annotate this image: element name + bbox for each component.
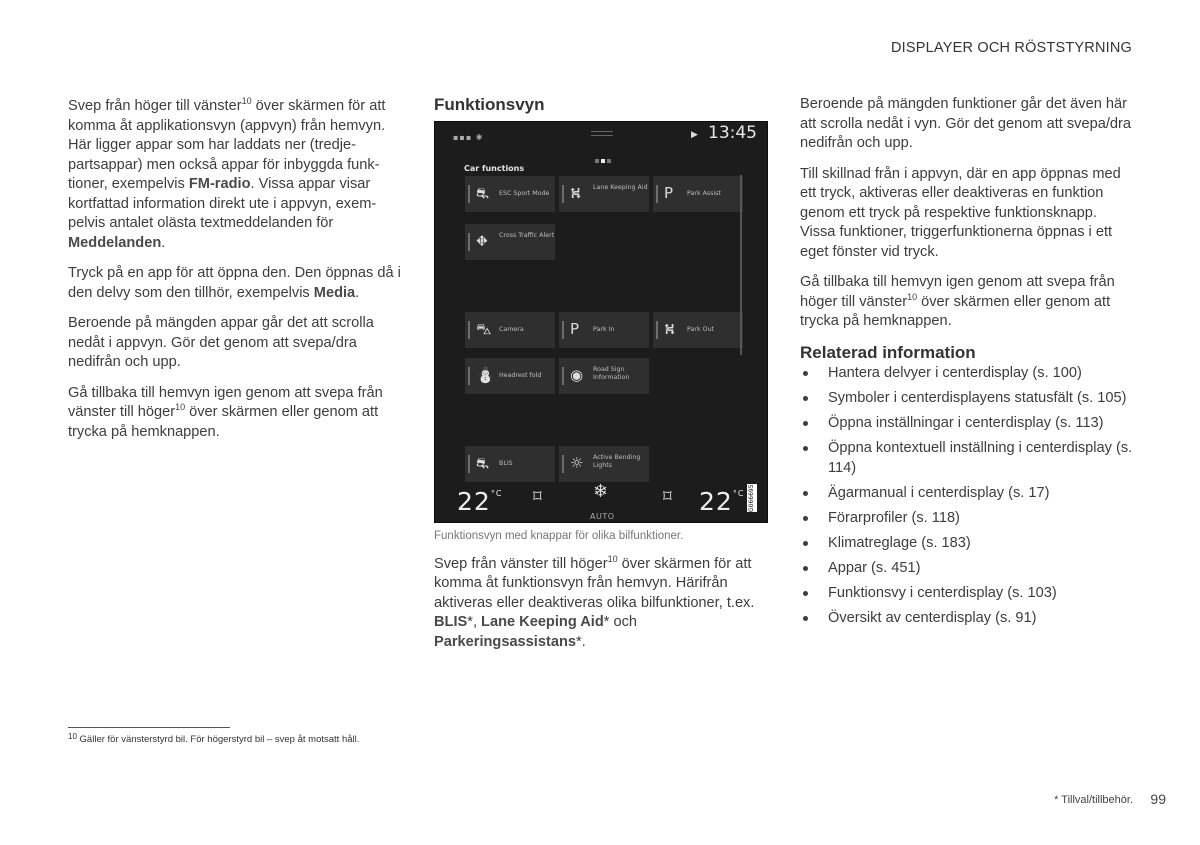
paragraph-function-view — [434, 555, 769, 653]
text: . — [581, 633, 586, 650]
text: , — [472, 614, 482, 630]
indicator-bar — [468, 455, 470, 473]
related-link[interactable]: Översikt av centerdisplay (s. 91) — [800, 609, 1135, 629]
text: Gå tillbaka till hemvyn igen genom att svepa från höger till vänster — [800, 274, 1115, 310]
park-in-icon: P — [570, 319, 580, 338]
paragraph-scroll-functions: Beroende på mängden funktioner går det även här att scrolla nedåt i vyn. Gör det genom att svepa/dra nedifrån och upp. — [800, 96, 1131, 151]
function-button-park-out — [651, 312, 743, 348]
temp-value: 22 — [699, 486, 733, 516]
related-heading: Relaterad information — [800, 342, 976, 362]
related-link[interactable]: Symboler i centerdisplayens statusfält (s. 105) — [800, 389, 1135, 409]
page-dot — [607, 159, 611, 163]
paragraph-scroll: Beroende på mängden appar går det att scrolla nedåt i appvyn. Gör det genom att svepa/dra nedifrån och upp. — [68, 315, 374, 370]
page-dot — [595, 159, 599, 163]
screen-title: Car functions — [464, 163, 525, 173]
button-label: BLIS — [499, 459, 513, 467]
option-star: * — [603, 614, 610, 630]
text: Svep från vänster till höger — [434, 555, 608, 572]
button-label: Park In — [593, 325, 615, 333]
text: över skärmen eller genom att trycka på hemknappen. — [800, 293, 1111, 329]
text: och — [609, 614, 638, 630]
related-link[interactable]: Förarprofiler (s. 118) — [800, 509, 1135, 529]
function-button-camera — [463, 312, 555, 348]
fm-radio-term: FM-radio — [188, 176, 251, 192]
footnote — [68, 734, 359, 745]
text: över skärmen för att komma åt applikationsvyn (appvyn) från hemvyn. Här ligger appar som har laddats ner (tredje-partsappar) men också appar för inbyggda funk-tioner, exempelvis — [68, 98, 386, 192]
indicator-bar — [562, 367, 564, 385]
button-label: Camera — [499, 325, 524, 333]
function-button-headrest-fold — [463, 358, 555, 394]
seat-heat-right-icon: ⌑ — [663, 486, 672, 507]
related-link[interactable]: Ägarmanual i centerdisplay (s. 17) — [800, 484, 1135, 504]
footnote-ref: 10 — [241, 96, 252, 106]
temp-value: 22 — [457, 486, 491, 516]
related-link[interactable]: Funktionsvy i centerdisplay (s. 103) — [800, 584, 1135, 604]
page-number: 99 — [1150, 791, 1166, 807]
text: över skärmen eller genom att trycka på hemknappen. — [68, 404, 379, 440]
button-label: Road Sign Information — [593, 365, 630, 381]
indicator-bar — [468, 367, 470, 385]
park-out-icon: ⛕ — [664, 319, 676, 338]
camera-icon: ⛍ — [476, 319, 492, 338]
indicator-bar — [562, 321, 564, 339]
indicator-bar — [656, 321, 658, 339]
footnote-divider — [68, 727, 230, 728]
temp-left — [457, 484, 503, 516]
indicator-bar — [562, 185, 564, 203]
parkeringsassistans-term: Parkeringsassistans — [434, 633, 576, 650]
auto-label: AUTO — [590, 511, 615, 521]
image-code: G066695 — [748, 483, 755, 512]
figure-caption: Funktionsvyn med knappar för olika bilfunktioner. — [434, 529, 684, 542]
play-icon: ▶ — [691, 129, 698, 140]
esc-off-icon: ⛐ — [476, 183, 489, 202]
temp-unit: °C — [732, 488, 745, 498]
page-indicator — [595, 149, 613, 169]
button-label: Active Bending Lights — [593, 453, 641, 469]
related-link[interactable]: Klimatreglage (s. 183) — [800, 534, 1135, 554]
button-label: Park Assist — [687, 189, 721, 197]
footnote-number: 10 — [68, 732, 77, 741]
lane-keeping-icon: ⛕ — [570, 183, 582, 202]
blis-term: BLIS — [434, 614, 468, 630]
section-heading: Funktionsvyn — [434, 95, 545, 114]
footnote-ref: 10 — [175, 402, 186, 412]
footnote-ref: 10 — [607, 553, 618, 564]
footnote-text: Gäller för vänsterstyrd bil. För högerstyrd bil – svep åt motsatt håll. — [79, 734, 360, 745]
headrest-fold-icon: ⛄ — [476, 365, 495, 384]
paragraph-back-home — [800, 273, 1135, 332]
related-link[interactable]: Öppna kontextuell inställning i centerdisplay (s. 114) — [800, 439, 1135, 478]
related-link[interactable]: Öppna inställningar i centerdisplay (s. 113) — [800, 414, 1135, 434]
button-label: Cross Traffic Alert — [499, 231, 555, 239]
related-link[interactable]: Hantera delvyer i centerdisplay (s. 100) — [800, 364, 1135, 384]
paragraph-back-home — [68, 384, 403, 443]
park-assist-icon: P — [664, 183, 674, 202]
blis-icon: ⛐ — [476, 453, 489, 472]
text: Tryck på en app för att öppna den. Den öppnas då i den delvy som den tillhör, exempelvis — [68, 265, 401, 301]
related-list — [800, 364, 1135, 628]
seat-heat-left-icon: ⌑ — [533, 486, 542, 507]
option-star: * — [467, 614, 473, 630]
footnote-ref: 10 — [907, 291, 918, 302]
indicator-bar — [562, 455, 564, 473]
temp-unit: °C — [490, 488, 503, 498]
signal-bluetooth-icons: ▪▪▪ ✱ — [453, 132, 484, 142]
text: . — [355, 284, 360, 301]
button-label: Lane Keeping Aid — [593, 183, 648, 191]
cross-traffic-icon: ⛖ — [476, 231, 489, 250]
function-button-cross-traffic — [463, 224, 555, 260]
indicator-bar — [468, 233, 470, 251]
road-sign-icon: ◉ — [570, 365, 584, 384]
option-note: * Tillval/tillbehör. — [1054, 794, 1133, 806]
scrollbar — [740, 175, 742, 355]
button-label: Headrest fold — [499, 371, 542, 379]
text: Svep från höger till vänster — [68, 98, 242, 114]
right-column — [800, 95, 1135, 634]
function-button-esc — [463, 176, 555, 212]
paragraph-app-view — [68, 97, 403, 253]
paragraph-open-app — [68, 264, 403, 303]
lane-keeping-term: Lane Keeping Aid — [481, 614, 604, 630]
text: . Vissa appar visar kortfattad information direkt ute i appvyn, exem-pelvis antalet olästa textmeddelanden för — [68, 176, 377, 231]
pull-down-handle — [591, 131, 613, 136]
middle-column — [434, 95, 769, 663]
function-button-park-in — [557, 312, 649, 348]
text: Gå tillbaka till hemvyn igen genom att svepa från vänster till höger — [68, 384, 383, 420]
button-label: Park Out — [687, 325, 715, 333]
text: . — [161, 234, 166, 251]
meddelanden-term: Meddelanden — [68, 234, 162, 251]
indicator-bar — [468, 185, 470, 203]
clock: 13:45 — [708, 122, 757, 143]
option-star: * — [575, 633, 582, 650]
paragraph-tap-function: Till skillnad från i appvyn, där en app öppnas med ett tryck, aktiveras eller deaktiveras en funktion genom ett tryck på respektive funktionsknapp. Vissa funktioner, triggerfunktionerna öppnas i ett eget fönster vid tryck. — [800, 165, 1121, 260]
function-button-road-sign — [557, 358, 649, 394]
indicator-bar — [656, 185, 658, 203]
center-display-screenshot — [434, 121, 768, 523]
function-button-park-assist — [651, 176, 743, 212]
fan-icon: ❄ — [593, 480, 609, 502]
media-term: Media — [313, 284, 356, 301]
temp-right — [699, 484, 745, 516]
text: över skärmen för att komma åt funktionsvyn från hemvyn. Härifrån aktiveras eller deaktiveras olika bilfunktioner, t.ex. — [434, 555, 755, 611]
function-button-lane-keeping — [557, 176, 649, 212]
related-link[interactable]: Appar (s. 451) — [800, 559, 1135, 579]
page-dot-active — [601, 159, 605, 163]
climate-bar — [435, 476, 767, 520]
running-header: DISPLAYER OCH RÖSTSTYRNING — [891, 40, 1132, 56]
button-label: ESC Sport Mode — [499, 189, 550, 197]
active-bending-lights-icon: ☼ — [570, 453, 584, 472]
indicator-bar — [468, 321, 470, 339]
left-column — [68, 97, 403, 453]
